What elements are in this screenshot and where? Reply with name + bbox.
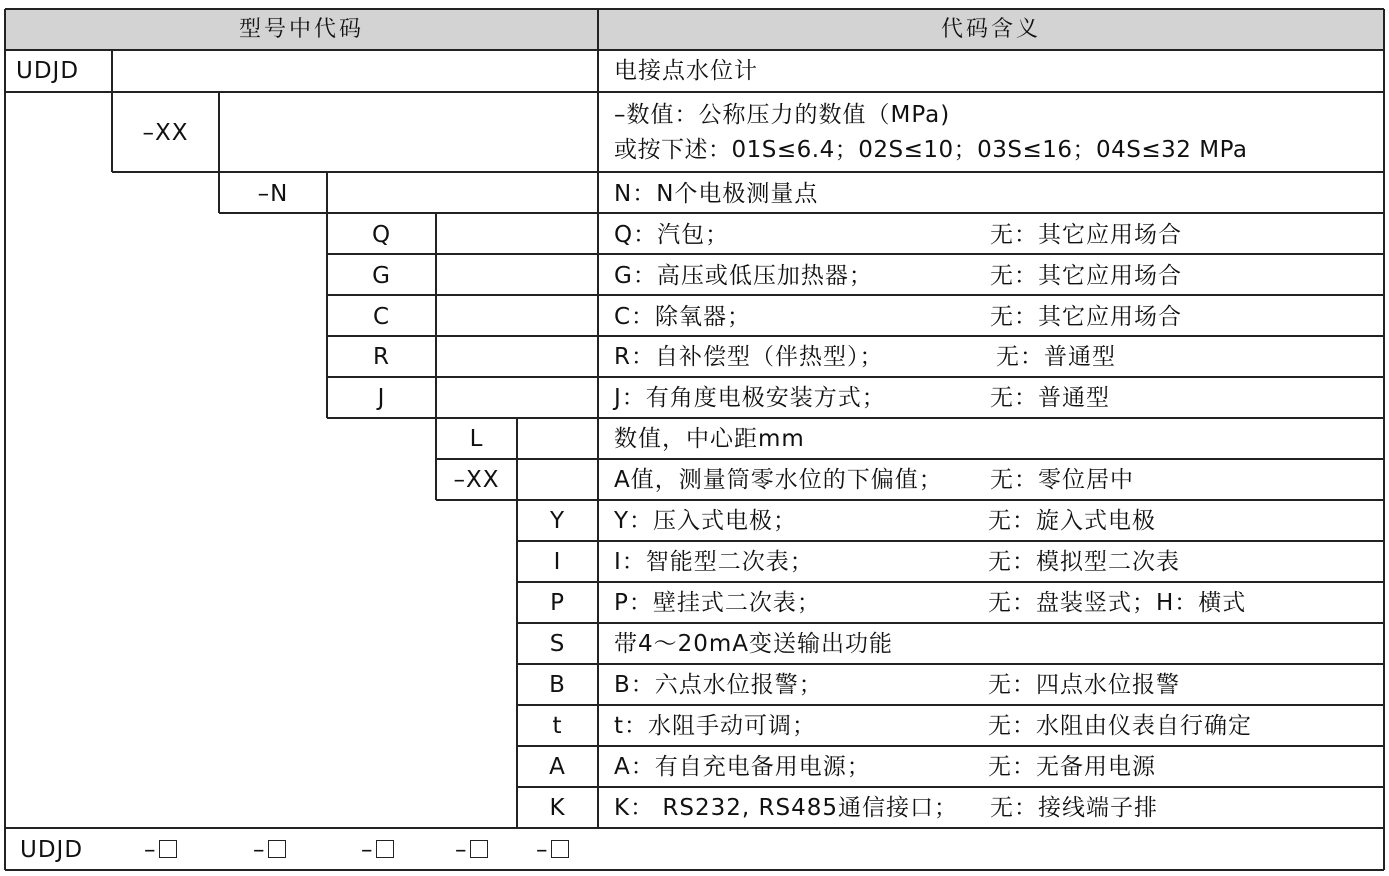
desc-k: K： RS232, RS485通信接口； (614, 795, 958, 821)
code-i: I (553, 549, 562, 575)
grid-line-v (1383, 9, 1385, 870)
footer-segment-2: – (253, 836, 286, 864)
code-c: C (372, 304, 391, 330)
desc-pressure: –数值：公称压力的数值（MPa) (614, 102, 951, 128)
alt-j: 无：普通型 (990, 385, 1110, 411)
alt-y: 无：旋入式电极 (988, 508, 1156, 534)
grid-line-h (598, 745, 1384, 747)
grid-line-v (218, 92, 220, 213)
code-b: B (549, 672, 566, 698)
code-n: –N (257, 181, 289, 207)
footer-segment-1: – (144, 836, 177, 864)
grid-line-h (517, 622, 598, 624)
grid-line-h (327, 335, 598, 337)
grid-line-h (112, 171, 598, 173)
alt-b: 无：四点水位报警 (988, 672, 1180, 698)
grid-line-h (327, 253, 598, 255)
grid-line-h (598, 335, 1384, 337)
grid-line-h (5, 8, 1384, 10)
grid-line-h (598, 499, 1384, 501)
desc-l: 数值，中心距mm (614, 426, 805, 452)
footer-model: UDJD (20, 837, 84, 863)
grid-line-h (5, 49, 1384, 51)
header-meaning-label: 代码含义 (940, 17, 1041, 42)
desc-s: 带4～20mA变送输出功能 (614, 631, 894, 657)
grid-line-h (517, 581, 598, 583)
alt-i: 无：模拟型二次表 (988, 549, 1180, 575)
footer-segment-3: – (361, 836, 394, 864)
grid-line-h (598, 581, 1384, 583)
grid-line-h (517, 663, 598, 665)
desc-j: J：有角度电极安装方式； (614, 385, 886, 411)
desc-q: Q：汽包； (614, 222, 730, 248)
header-code-label: 型号中代码 (238, 17, 364, 42)
alt-q: 无：其它应用场合 (990, 222, 1182, 248)
grid-line-h (598, 294, 1384, 296)
grid-line-v (4, 9, 6, 870)
grid-line-h (598, 704, 1384, 706)
code-t: t (552, 713, 563, 739)
code-udjd: UDJD (16, 58, 80, 84)
code-k: K (549, 795, 566, 821)
grid-line-h (219, 212, 598, 214)
code-r: R (373, 344, 390, 370)
grid-line-h (598, 171, 1384, 173)
code-y: Y (549, 508, 566, 534)
alt-g: 无：其它应用场合 (990, 263, 1182, 289)
desc-t: t：水阻手动可调； (614, 713, 817, 739)
desc-p: P：壁挂式二次表； (614, 590, 821, 616)
grid-line-v (111, 50, 113, 172)
desc-a-offset: A值，测量筒零水位的下偏值； (614, 467, 943, 493)
grid-line-h (598, 417, 1384, 419)
code-j: J (377, 385, 386, 411)
grid-line-h (598, 458, 1384, 460)
desc-r: R：自补偿型（伴热型）； (614, 344, 884, 370)
grid-line-h (598, 622, 1384, 624)
desc-y: Y：压入式电极； (614, 508, 798, 534)
grid-line-h (598, 663, 1384, 665)
alt-p: 无：盘装竖式；H：横式 (988, 590, 1247, 616)
grid-line-h (598, 212, 1384, 214)
alt-k: 无：接线端子排 (990, 795, 1158, 821)
footer-segment-5: – (536, 836, 569, 864)
alt-a-offset: 无：零位居中 (990, 467, 1134, 493)
grid-line-h (598, 540, 1384, 542)
grid-line-h (5, 91, 1384, 93)
desc-udjd: 电接点水位计 (614, 58, 758, 84)
grid-line-h (517, 745, 598, 747)
desc-n: N：N个电极测量点 (614, 181, 819, 207)
code-s: S (549, 631, 566, 657)
alt-r: 无：普通型 (996, 344, 1116, 370)
grid-line-h (5, 827, 1384, 829)
grid-line-h (517, 704, 598, 706)
code-pressure: –XX (142, 120, 189, 146)
grid-line-h (598, 253, 1384, 255)
code-q: Q (371, 222, 392, 248)
grid-line-h (5, 869, 1384, 871)
grid-line-h (517, 540, 598, 542)
desc-g: G：高压或低压加热器； (614, 263, 873, 289)
grid-line-h (327, 417, 598, 419)
desc-a: A：有自充电备用电源； (614, 754, 871, 780)
grid-line-h (327, 294, 598, 296)
code-p: P (550, 590, 565, 616)
alt-c: 无：其它应用场合 (990, 304, 1182, 330)
grid-line-h (598, 376, 1384, 378)
grid-line-h (517, 786, 598, 788)
alt-a: 无：无备用电源 (988, 754, 1156, 780)
code-g: G (372, 263, 391, 289)
desc-i: I：智能型二次表； (614, 549, 814, 575)
desc-c: C：除氧器； (614, 304, 752, 330)
desc-pressure-grades: 或按下述：01S≤6.4；02S≤10；03S≤16；04S≤32 MPa (614, 137, 1248, 163)
footer-segment-4: – (455, 836, 488, 864)
code-l: L (469, 426, 484, 452)
desc-b: B：六点水位报警； (614, 672, 823, 698)
grid-line-v (435, 213, 437, 500)
code-a: A (549, 754, 566, 780)
grid-line-h (598, 786, 1384, 788)
code-a-offset: –XX (453, 467, 500, 493)
grid-line-h (327, 376, 598, 378)
alt-t: 无：水阻由仪表自行确定 (988, 713, 1252, 739)
